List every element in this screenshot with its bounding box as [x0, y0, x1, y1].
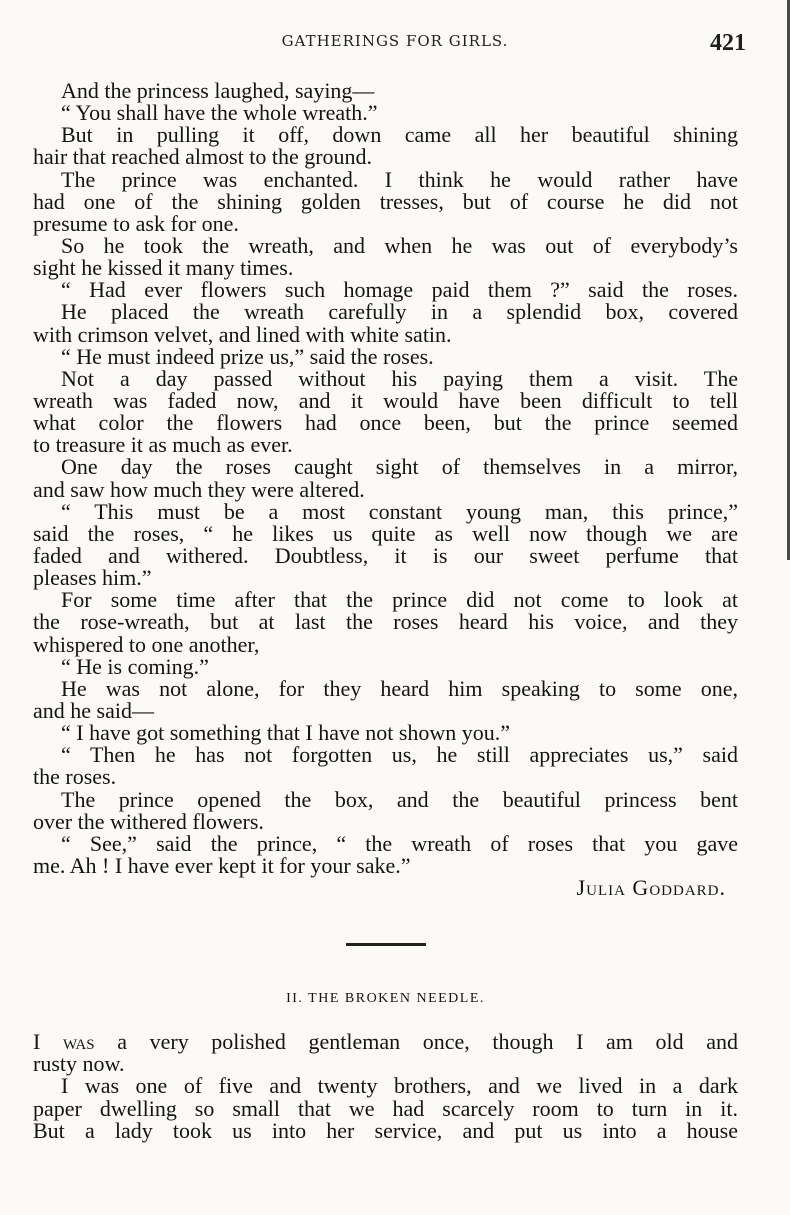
text-line: But in pulling it off, down came all her beautiful shining [61, 122, 738, 148]
text-line: The prince opened the box, and the beautiful princess bent [61, 786, 738, 812]
text-line: what color the flowers had once been, but the prince seemed [33, 410, 738, 436]
text-line: faded and withered. Doubtless, it is our sweet perfume that [33, 542, 738, 568]
text-line: the roses. [33, 764, 117, 790]
text-line: I was one of five and twenty brothers, and we lived in a dark [61, 1073, 738, 1099]
section-lines [33, 1053, 738, 1142]
text-line: pleases him.” [33, 565, 152, 591]
text-line: “ You shall have the whole wreath.” [61, 100, 378, 126]
text-line: presume to ask for one. [33, 210, 239, 236]
text-line: the rose-wreath, but at last the roses heard his voice, and they [33, 609, 738, 635]
section-first-line [33, 1031, 738, 1053]
running-title: GATHERINGS FOR GIRLS. [281, 32, 509, 50]
text-line: The prince was enchanted. I think he would rather have [61, 166, 738, 192]
text-line: “ He must indeed prize us,” said the roses. [61, 343, 434, 369]
section-first-word: I was [33, 1029, 95, 1055]
text-line: paper dwelling so small that we had scarcely room to turn in it. [33, 1095, 738, 1121]
author-signature: Julia Goddard. [576, 875, 726, 901]
text-line: “ See,” said the prince, “ the wreath of roses that you gave [61, 830, 738, 856]
text-line: rusty now. [33, 1051, 125, 1077]
text-line: “ Had ever flowers such homage paid them ?” said the roses. [61, 277, 738, 303]
text-line: hair that reached almost to the ground. [33, 144, 373, 170]
text-line: He placed the wreath carefully in a splendid box, covered [61, 299, 738, 325]
text-line: Not a day passed without his paying them a visit. The [61, 365, 738, 391]
text-line: and saw how much they were altered. [33, 476, 365, 502]
page-number: 421 [710, 30, 746, 56]
text-block [33, 80, 738, 1142]
text-line: wreath was faded now, and it would have been difficult to tell [33, 387, 738, 413]
section-first-line-rest: a very polished gentleman once, though I am old and [94, 1029, 738, 1055]
section-title: II. THE BROKEN NEEDLE. [286, 991, 485, 1007]
text-line: For some time after that the prince did not come to look at [61, 587, 738, 613]
section-divider [346, 943, 426, 946]
text-line: whispered to one another, [33, 631, 260, 657]
text-line: But a lady took us into her service, and put us into a house [33, 1117, 738, 1143]
text-line: me. Ah ! I have ever kept it for your sake.” [33, 852, 411, 878]
running-head [0, 30, 790, 58]
text-line: sight he kissed it many times. [33, 255, 294, 281]
story-text [33, 80, 738, 877]
text-line: to treasure it as much as ever. [33, 432, 293, 458]
text-line: “ I have got something that I have not shown you.” [61, 720, 511, 746]
text-line: “ This must be a most constant young man, this prince,” [61, 498, 738, 524]
text-line: and he said— [33, 697, 154, 723]
text-line: So he took the wreath, and when he was out of everybody’s [61, 232, 738, 258]
text-line: One day the roses caught sight of themselves in a mirror, [61, 454, 738, 480]
text-line: over the withered flowers. [33, 808, 264, 834]
text-line: He was not alone, for they heard him speaking to some one, [61, 675, 738, 701]
text-line: And the princess laughed, saying— [61, 78, 375, 103]
text-line: “ He is coming.” [61, 653, 209, 679]
section-body [33, 1031, 738, 1142]
text-line: said the roses, “ he likes us quite as well now though we are [33, 520, 738, 546]
text-line: with crimson velvet, and lined with white satin. [33, 321, 452, 347]
text-line: had one of the shining golden tresses, but of course he did not [33, 188, 738, 214]
text-line: “ Then he has not forgotten us, he still appreciates us,” said [61, 742, 738, 768]
